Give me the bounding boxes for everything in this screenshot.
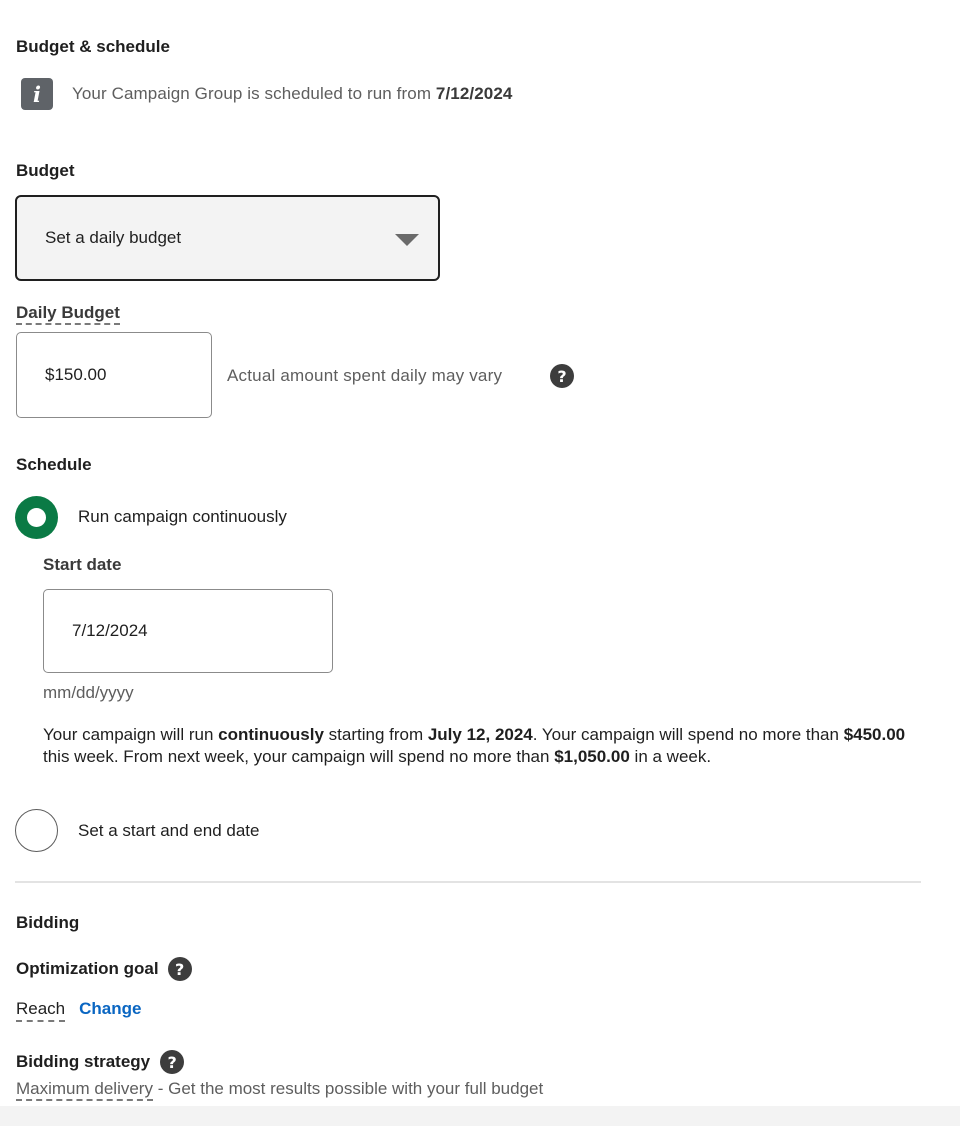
schedule-info-date: 7/12/2024 [435,84,513,103]
daily-budget-input[interactable] [16,332,212,418]
start-end-date-label[interactable]: Set a start and end date [78,821,260,840]
budget-heading: Budget [16,161,75,180]
schedule-info-row [21,78,512,110]
date-format-hint: mm/dd/yyyy [43,683,134,702]
bidding-heading: Bidding [16,913,80,932]
schedule-info-text: Your Campaign Group is scheduled to run from 7/12/2024 [72,84,513,103]
optimization-goal-value-row [16,999,141,1022]
bidding-strategy-row [16,1050,184,1074]
optimization-goal-value[interactable]: Reach [16,999,65,1022]
budget-type-select-value: Set a daily budget [45,228,182,247]
budget-schedule-heading: Budget & schedule [16,37,170,56]
optimization-goal-row [16,957,192,981]
bidding-strategy-value[interactable]: Maximum delivery [16,1079,153,1101]
bidding-strategy-label: Bidding strategy [16,1052,151,1071]
question-mark-icon[interactable]: ? [160,1050,184,1074]
run-continuously-label[interactable]: Run campaign continuously [78,507,287,526]
radio-selected-dot [27,508,46,527]
daily-budget-value: $150.00 [45,365,107,384]
schedule-description: Your campaign will run continuously starting from July 12, 2024. Your campaign will spend no more than $450.00 this week. From next week, your campaign will spend no more than $1,050.00 in a week. [43,725,906,766]
optimization-goal-label: Optimization goal [16,959,159,978]
bidding-strategy-description: - Get the most results possible with your full budget [152,1079,544,1098]
start-date-input[interactable] [43,589,333,673]
start-date-label: Start date [43,555,122,574]
caret-down-icon [395,234,419,246]
start-date-value: 7/12/2024 [72,621,148,640]
daily-budget-hint: Actual amount spent daily may vary [227,366,503,385]
change-goal-link[interactable]: Change [79,999,142,1018]
radio-run-continuously[interactable] [15,496,58,539]
daily-budget-label[interactable]: Daily Budget [16,303,120,325]
info-icon: i [21,78,53,110]
question-mark-icon[interactable]: ? [550,364,574,388]
question-mark-icon[interactable]: ? [168,957,192,981]
bottom-bar [0,1106,960,1126]
bidding-strategy-value-row [16,1079,543,1099]
radio-start-end-date[interactable] [15,809,58,852]
section-divider [15,881,921,883]
schedule-heading: Schedule [16,455,92,474]
budget-type-select[interactable] [15,195,440,281]
